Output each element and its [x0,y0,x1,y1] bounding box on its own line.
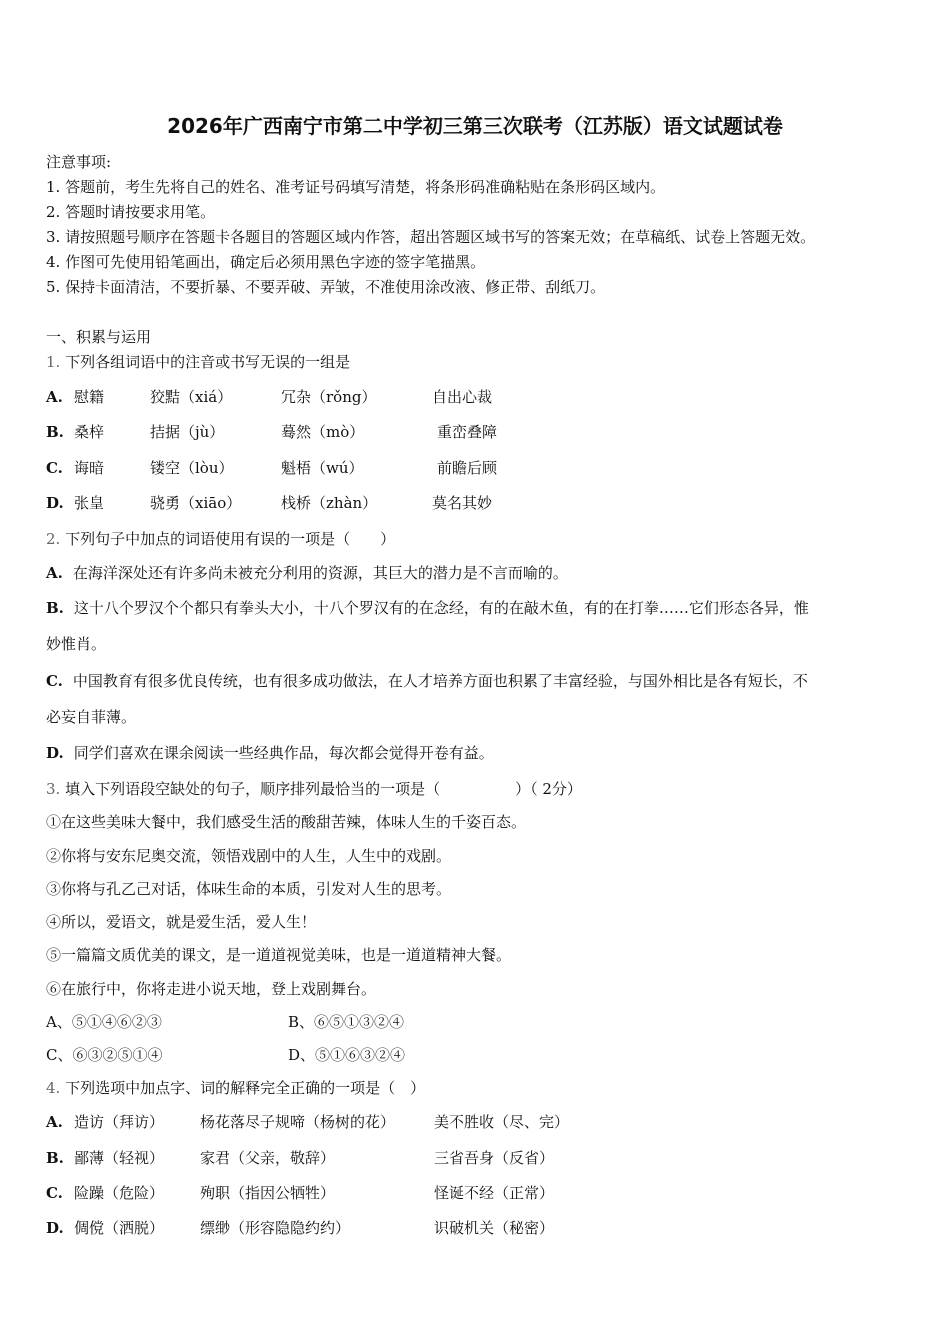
q3-sentence: ⑤一篇篇文质优美的课文，是一道道视觉美味，也是一道道精神大餐。 [46,946,512,964]
option-cell: 倜傥（洒脱） [74,1219,165,1237]
q3-sentence: ②你将与安东尼奥交流，领悟戏剧中的人生，人生中的戏剧。 [46,847,452,865]
notice-item: 4. 作图可先使用铅笔画出，确定后必须用黑色字迹的签字笔描黑。 [46,253,486,271]
q3-sentence: ①在这些美味大餐中，我们感受生活的酸甜苦辣，体味人生的千姿百态。 [46,813,527,831]
option-label: A. [46,1113,63,1131]
question-4-stem [46,1078,425,1098]
option-label: C. [46,1184,63,1202]
option-cell: 狡黠（xiá） [150,388,233,406]
option-label: B. [46,423,64,441]
option-cell: 造访（拜访） [74,1113,165,1131]
notice-item: 5. 保持卡面清洁，不要折暴、不要弄破、弄皱，不准使用涂改液、修正带、刮纸刀。 [46,278,606,296]
question-number: 4. [46,1079,61,1097]
option-text: 中国教育有很多优良传统，也有很多成功做法，在人才培养方面也积累了丰富经验，与国外相比是各有短长，不 [72,672,808,690]
option-cell: 桑梓 [74,423,105,441]
option-label: C. [46,672,63,690]
option-cell: 魁梧（wú） [281,459,364,477]
q2-option-a [46,563,568,583]
option-cell: 慰籍 [74,388,105,406]
question-2-stem [46,529,395,549]
question-text: 填入下列语段空缺处的句子，顺序排列最恰当的一项是（ ）（ 2分） [65,780,582,798]
option-cell: 自出心裁 [432,388,493,406]
option-label: D. [46,1219,64,1237]
option-label: A. [46,564,63,582]
option-label: D. [46,494,64,512]
option-cell: 美不胜收（尽、完） [434,1113,570,1131]
option-cell: 三省吾身（反省） [434,1149,555,1167]
q3-sentence: ④所以，爱语文，就是爱生活，爱人生！ [46,913,317,931]
option-cell: 栈桥（zhàn） [281,494,378,512]
q2-option-d [46,743,494,763]
option-label: D. [46,744,64,762]
question-text: 下列各组词语中的注音或书写无误的一组是 [65,353,351,371]
q3-option-a: A、⑤①④⑥②③ [46,1013,162,1031]
notice-item: 1. 答题前，考生先将自己的姓名、准考证号码填写清楚，将条形码准确粘贴在条形码区域内。 [46,178,666,196]
option-label: B. [46,599,64,617]
q2-option-c [46,671,808,691]
q2-option-c-cont: 必妄自菲薄。 [46,708,137,726]
option-cell: 怪诞不经（正常） [434,1184,555,1202]
option-cell: 重峦叠障 [437,423,498,441]
option-label: A. [46,388,63,406]
option-label: C. [46,459,63,477]
page-title: 2026年广西南宁市第二中学初三第三次联考（江苏版）语文试题试卷 [167,114,783,138]
q3-sentence: ③你将与孔乙己对话，体味生命的本质，引发对人生的思考。 [46,880,452,898]
option-cell: 殉职（指因公牺牲） [200,1184,336,1202]
q3-option-b: B、⑥⑤①③②④ [288,1013,405,1031]
question-3-stem [46,779,582,799]
option-cell: 骁勇（xiāo） [150,494,242,512]
question-number: 3. [46,780,61,798]
notice-item: 3. 请按照题号顺序在答题卡各题目的答题区域内作答，超出答题区域书写的答案无效；在草稿纸、试卷上答题无效。 [46,228,816,246]
option-label: B. [46,1149,64,1167]
q2-option-b-cont: 妙惟肖。 [46,635,107,653]
option-text: 同学们喜欢在课余阅读一些经典作品，每次都会觉得开卷有益。 [73,744,494,762]
q2-option-b [46,598,809,618]
option-cell: 缥缈（形容隐隐约约） [200,1219,351,1237]
option-cell: 险躁（危险） [74,1184,165,1202]
option-cell: 镂空（lòu） [150,459,234,477]
option-cell: 前瞻后顾 [437,459,498,477]
section-heading: 一、积累与运用 [46,328,152,346]
option-cell: 鄙薄（轻视） [74,1149,165,1167]
option-cell: 家君（父亲，敬辞） [200,1149,336,1167]
notice-item: 2. 答题时请按要求用笔。 [46,203,216,221]
q3-option-d: D、⑤①⑥③②④ [288,1046,406,1064]
option-cell: 莫名其妙 [432,494,493,512]
option-text: 这十八个罗汉个个都只有拳头大小，十八个罗汉有的在念经，有的在敲木鱼，有的在打拳……它们形态各异，惟 [73,599,809,617]
question-text: 下列句子中加点的词语使用有误的一项是（ ） [65,530,396,548]
option-cell: 冗杂（rǒng） [281,388,377,406]
q3-sentence: ⑥在旅行中，你将走进小说天地，登上戏剧舞台。 [46,980,377,998]
question-number: 1. [46,353,61,371]
option-cell: 杨花落尽子规啼（杨树的花） [200,1113,396,1131]
option-cell: 识破机关（秘密） [434,1219,555,1237]
q3-option-c: C、⑥③②⑤①④ [46,1046,163,1064]
option-cell: 诲暗 [74,459,105,477]
question-text: 下列选项中加点字、词的解释完全正确的一项是（ ） [65,1079,426,1097]
option-cell: 拮据（jù） [150,423,225,441]
option-text: 在海洋深处还有许多尚未被充分利用的资源，其巨大的潜力是不言而喻的。 [72,564,568,582]
option-cell: 张皇 [74,494,105,512]
question-number: 2. [46,530,61,548]
notice-heading: 注意事项: [46,153,112,171]
option-cell: 蓦然（mò） [281,423,365,441]
question-1-stem [46,352,350,372]
